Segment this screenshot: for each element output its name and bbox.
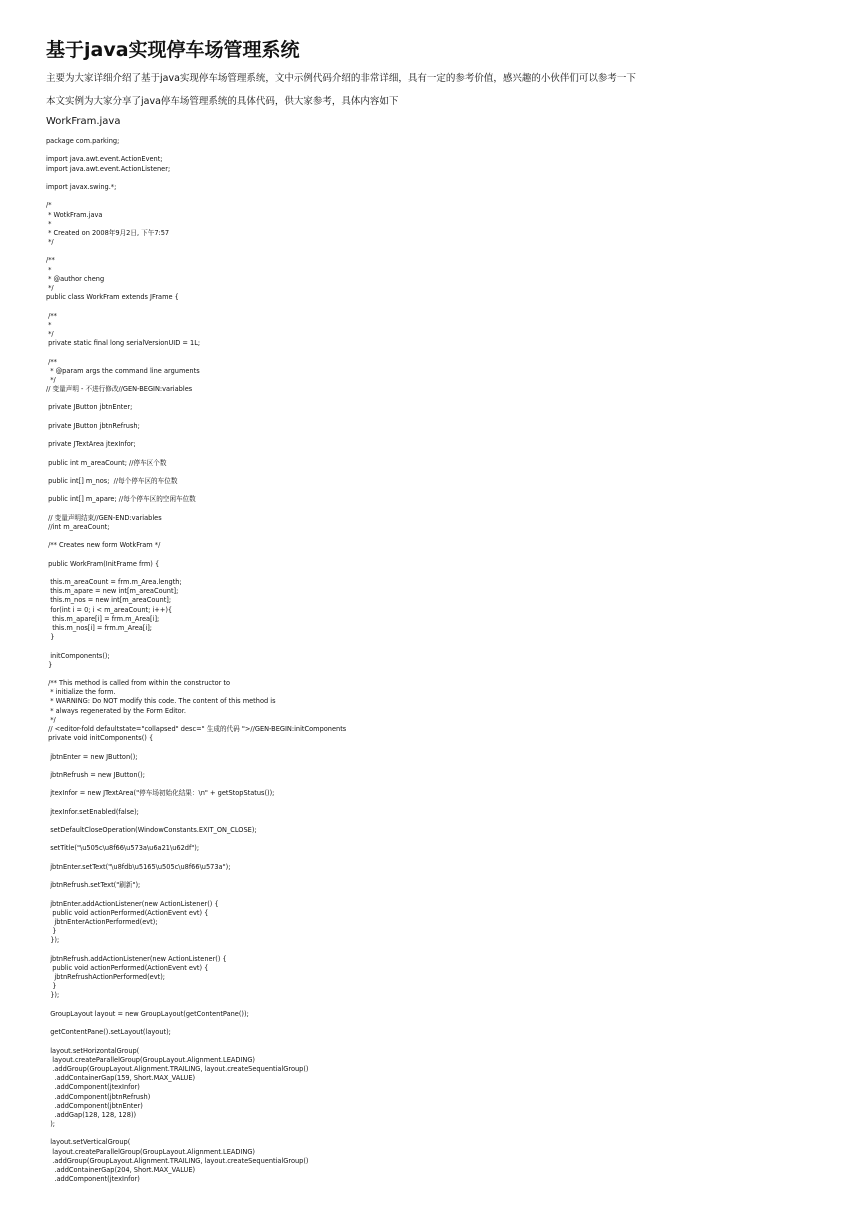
code-line: layout.createParallelGroup(GroupLayout.Alignment.LEADING) [46,1055,256,1064]
code-line [46,670,346,679]
code-line: jbtnRefrush.setText("刷新"); [46,881,141,890]
code-line: this.m_apare = new int[m_areaCount]; [46,587,179,596]
code-line: this.m_areaCount = frm.m_Area.length; [46,578,182,586]
code-block [46,137,346,1184]
code-line: * Created on 2008年9月2日, 下午7:57 [46,228,170,237]
article-title: 基于java实现停车场管理系统 [46,39,300,61]
code-line [46,348,346,357]
code-line [46,302,346,311]
code-line: * @param args the command line arguments [46,366,200,375]
code-line: } [46,927,57,936]
code-line: //int m_areaCount; [46,522,110,531]
code-line [46,780,346,789]
code-line: * [46,219,52,228]
code-line: import javax.swing.*; [46,182,117,191]
code-line: public int[] m_nos; //每个停车区的车位数 [46,476,178,485]
code-line: */ [46,715,56,724]
article-intro: 本文实例为大家分享了java停车场管理系统的具体代码，供大家参考，具体内容如下 [46,96,399,107]
code-line: initComponents(); [46,651,110,660]
code-line: * always regenerated by the Form Editor. [46,706,186,715]
code-line: .addGroup(GroupLayout.Alignment.TRAILING, layout.createSequentialGroup() [46,1156,309,1165]
code-line: } [46,982,57,991]
code-line: */ [46,329,54,338]
code-line: GroupLayout layout = new GroupLayout(getContentPane()); [46,1009,249,1018]
code-line: .addComponent(jtexInfor) [46,1175,140,1184]
code-line: // 变量声明 - 不进行修改//GEN-BEGIN:variables [46,385,193,394]
code-line: jbtnEnter = new JButton(); [46,752,138,761]
code-line: layout.setVerticalGroup( [46,1138,131,1147]
code-line: this.m_nos[i] = frm.m_Area[i]; [46,623,153,632]
code-line [46,413,346,422]
code-line: public class WorkFram extends JFrame { [46,293,179,302]
code-line: .addComponent(jbtnEnter) [46,1101,143,1110]
code-line: // 变量声明结束//GEN-END:variables [46,513,162,522]
code-line: * WARNING: Do NOT modify this code. The content of this method is [46,697,276,706]
code-line: */ [46,284,54,292]
code-line: */ [46,375,56,384]
code-line: jbtnRefrush = new JButton(); [46,770,145,779]
code-line: jbtnEnter.setText("\u8fdb\u5165\u505c\u8f66\u573a"); [46,862,231,871]
code-line: jbtnRefrush.addActionListener(new ActionListener() { [46,954,227,963]
code-line [46,394,346,403]
code-line [46,642,346,651]
code-line [46,762,346,771]
code-line: * [46,265,52,274]
code-line: .addComponent(jtexInfor) [46,1083,140,1092]
code-line: jtexInfor = new JTextArea("停车场初始化结果：\n" + getStopStatus()); [46,789,275,798]
code-line: getContentPane().setLayout(layout); [46,1028,171,1037]
code-line [46,431,346,440]
code-line: ); [46,1120,55,1129]
code-line: this.m_apare[i] = frm.m_Area[i]; [46,614,160,623]
code-line: jbtnEnterActionPerformed(evt); [46,917,158,926]
code-line: public void actionPerformed(ActionEvent evt) { [46,963,209,972]
code-line [46,799,346,808]
code-line: private void initComponents() { [46,734,154,743]
file-name: WorkFram.java [46,116,121,127]
code-line: jbtnEnter.addActionListener(new ActionListener() { [46,899,219,908]
code-line: .addContainerGap(204, Short.MAX_VALUE) [46,1166,196,1174]
code-line: setTitle("\u505c\u8f66\u573a\u6a21\u62df"); [46,844,200,853]
code-line: .addContainerGap(159, Short.MAX_VALUE) [46,1074,196,1083]
code-line: /** [46,256,55,265]
code-line: /** [46,311,57,320]
code-line: /** [46,357,57,366]
code-line: public int[] m_apare; //每个停车区的空闲车位数 [46,495,196,504]
code-line [46,817,346,826]
code-line: /** This method is called from within the constructor to [46,679,231,688]
code-line: for(int i = 0; i < m_areaCount; i++){ [46,605,173,614]
code-line: } [46,633,55,642]
code-line: jtexInfor.setEnabled(false); [46,807,139,816]
code-line: }); [46,936,60,945]
code-line [46,569,346,578]
code-line: * WotkFram.java [46,210,103,219]
code-line [46,449,346,458]
code-line: private JButton jbtnEnter; [46,403,133,412]
article-summary: 主要为大家详细介绍了基于java实现停车场管理系统，文中示例代码介绍的非常详细，具有一定的参考价值，感兴趣的小伙伴们可以参考一下 [46,73,636,84]
code-line: } [46,660,53,669]
code-line: /* [46,201,52,210]
code-line [46,468,346,477]
code-line [46,174,346,183]
code-line: private JTextArea jtexInfor; [46,440,136,449]
code-line [46,1001,346,1010]
code-line [46,550,346,559]
code-line [46,854,346,863]
code-line: /** Creates new form WotkFram */ [46,541,161,550]
code-line [46,890,346,899]
code-line: */ [46,238,54,247]
code-line: // <editor-fold defaultstate="collapsed" desc=" 生成的代码 ">//GEN-BEGIN:initComponents [46,725,347,733]
code-line: package com.parking; [46,137,120,145]
code-line: layout.createParallelGroup(GroupLayout.Alignment.LEADING) [46,1147,256,1156]
code-line [46,146,346,155]
code-line [46,505,346,514]
code-line [46,192,346,201]
code-line: private static final long serialVersionUID = 1L; [46,339,201,348]
code-line: setDefaultCloseOperation(WindowConstants.EXIT_ON_CLOSE); [46,826,257,835]
code-line: }); [46,991,60,1000]
code-line [46,486,346,495]
code-line: public int m_areaCount; //停车区个数 [46,458,167,467]
code-line: import java.awt.event.ActionListener; [46,164,171,173]
code-line: layout.setHorizontalGroup( [46,1046,140,1055]
code-line [46,1037,346,1046]
code-line: * @author cheng [46,274,105,283]
code-line [46,946,346,955]
code-line: import java.awt.event.ActionEvent; [46,155,163,164]
code-line: * initialize the form. [46,688,116,697]
code-line: .addGap(128, 128, 128)) [46,1110,137,1119]
code-line: public void actionPerformed(ActionEvent evt) { [46,908,209,917]
code-line [46,872,346,881]
code-line: public WorkFram(InitFrame frm) { [46,559,160,568]
code-line [46,1019,346,1028]
code-line [46,743,346,752]
code-line [46,1129,346,1138]
code-line [46,247,346,256]
code-line: this.m_nos = new int[m_areaCount]; [46,596,172,605]
code-line [46,532,346,541]
code-line: .addGroup(GroupLayout.Alignment.TRAILING, layout.createSequentialGroup() [46,1064,309,1073]
code-line [46,835,346,844]
code-line: private JButton jbtnRefrush; [46,421,140,430]
code-line: jbtnRefrushActionPerformed(evt); [46,973,166,982]
code-line: * [46,320,52,329]
code-line: .addComponent(jbtnRefrush) [46,1092,151,1101]
